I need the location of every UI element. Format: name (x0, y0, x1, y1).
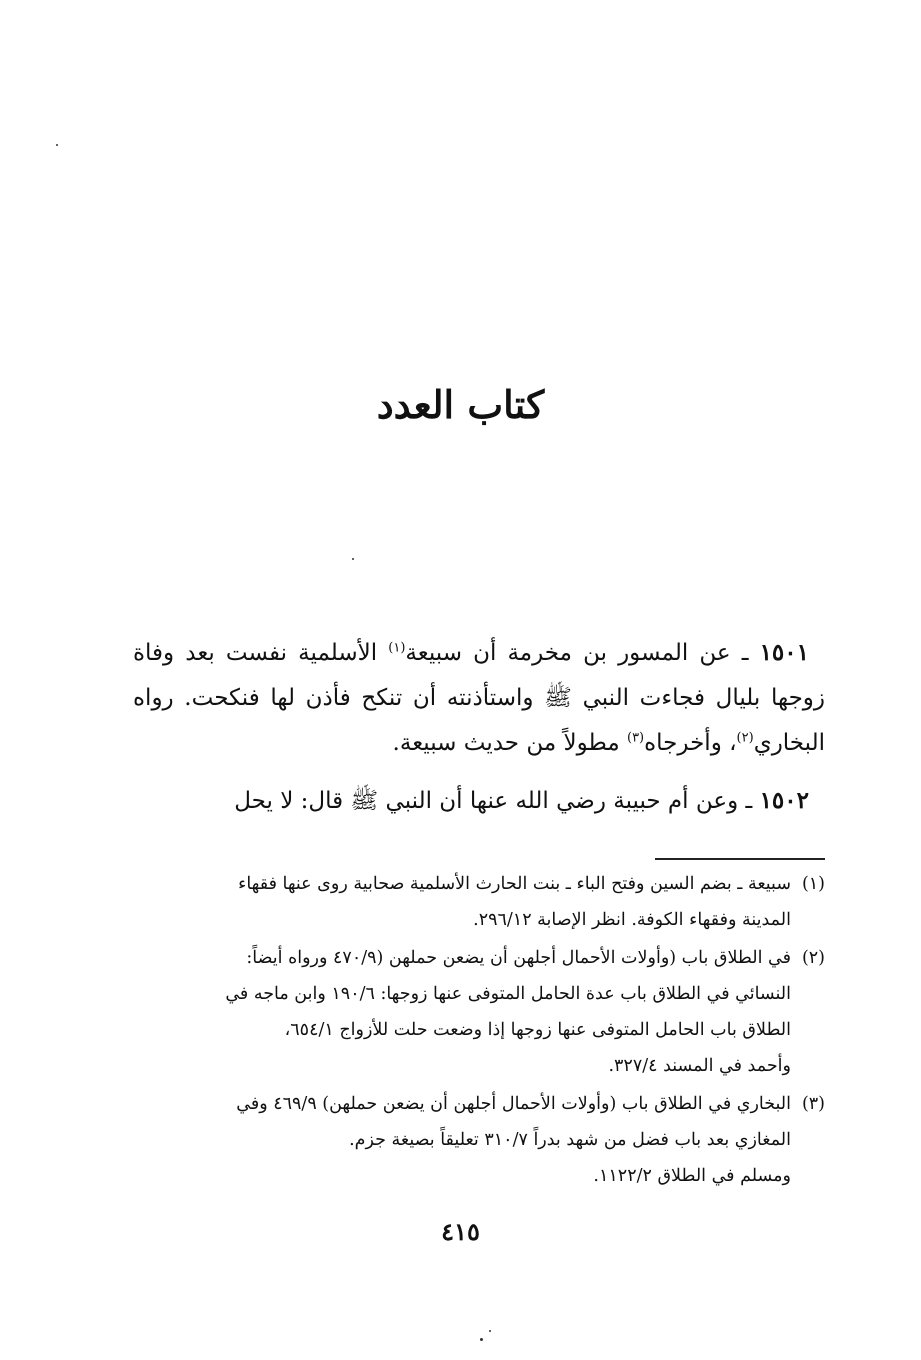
page-number: ٤١٥ (441, 1217, 480, 1246)
footnote (133, 940, 825, 1084)
footnote-line: ومسلم في الطلاق ١١٢٢/٢. (593, 1166, 791, 1186)
hadith-paragraph (133, 778, 825, 824)
footnote-line: الطلاق باب الحامل المتوفى عنها زوجها إذا وضعت حلت للأزواج ٦٥٤/١، (284, 1020, 791, 1040)
footnote-line: المدينة وفقهاء الكوفة. انظر الإصابة ٢٩٦/١٢. (473, 910, 791, 930)
footnote (133, 866, 825, 938)
scan-speck (352, 558, 354, 560)
hadith-paragraph (133, 630, 825, 766)
hadith-separator: ـ (738, 788, 760, 814)
footnote-line: وأحمد في المسند ٣٢٧/٤. (608, 1056, 791, 1076)
footnote-reference[interactable]: (١) (388, 640, 406, 656)
footnote-reference[interactable]: (٢) (736, 730, 754, 746)
main-text (133, 630, 825, 836)
footnote-marker: (٢) (801, 948, 825, 968)
hadith-text: وعن أم حبيبة رضي الله عنها أن النبي ﷺ قال: لا يحل (234, 788, 739, 814)
footnote-marker: (١) (801, 874, 825, 894)
footnote (133, 1086, 825, 1194)
hadith-text: ، وأخرجاه (644, 730, 737, 756)
hadith-text: الأسلمية نفست بعد وفاة زوجها بليال فجاءت النبي ﷺ واستأذنته أن تنكح فأذن لها فنكحت. رواه البخاري (133, 640, 825, 756)
footnote-divider (655, 858, 825, 860)
footnote-line: سبيعة ـ بضم السين وفتح الباء ـ بنت الحارث الأسلمية صحابية روى عنها فقهاء (238, 874, 791, 894)
footnote-line: المغازي بعد باب فضل من شهد بدراً ٣١٠/٧ تعليقاً بصيغة جزم. (349, 1130, 791, 1150)
hadith-number: ١٥٠٢ (759, 787, 809, 814)
footnote-line: النسائي في الطلاق باب عدة الحامل المتوفى عنها زوجها: ١٩٠/٦ وابن ماجه في (225, 984, 791, 1004)
hadith-text: مطولاً من حديث سبيعة. (392, 730, 627, 756)
hadith-number: ١٥٠١ (759, 639, 809, 666)
footnote-line: البخاري في الطلاق باب (وأولات الأحمال أجلهن أن يضعن حملهن) ٤٦٩/٩ وفي (236, 1094, 791, 1114)
footnote-reference[interactable]: (٣) (626, 730, 645, 746)
scan-speck (480, 1338, 483, 1341)
scan-speck (489, 1330, 491, 1332)
footnote-line: في الطلاق باب (وأولات الأحمال أجلهن أن يضعن حملهن (٤٧٠/٩ ورواه أيضاً: (246, 948, 791, 968)
hadith-text: عن المسور بن مخرمة أن سبيعة (405, 640, 731, 666)
footnotes-section (133, 866, 825, 1196)
footnote-marker: (٣) (801, 1094, 825, 1114)
scan-speck (56, 144, 58, 146)
chapter-title: كتاب العدد (376, 382, 545, 428)
hadith-separator: ـ (730, 640, 760, 666)
